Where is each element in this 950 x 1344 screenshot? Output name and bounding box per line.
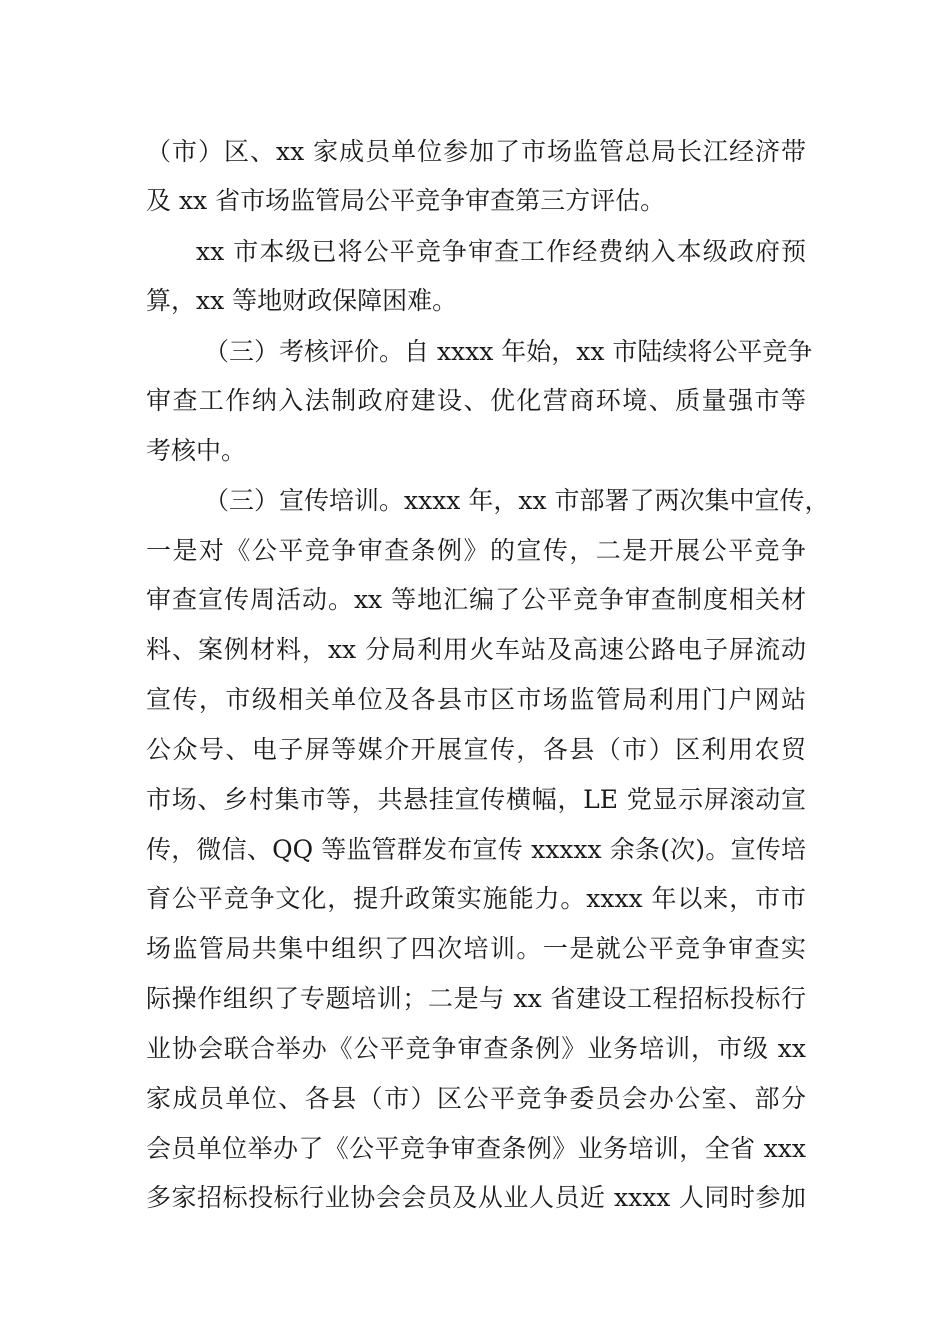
text-line-9: 一是对《公平竞争审查条例》的宣传，二是开展公平竞争 <box>146 536 806 565</box>
text-line-12: 宣传，市级相关单位及各县市区市场监管局利用门户网站 <box>146 685 806 714</box>
text-line-22: 多家招标投标行业协会会员及从业人员近 xxxx 人同时参加 <box>146 1183 806 1212</box>
text-line-14: 市场、乡村集市等，共悬挂宣传横幅，LE 党显示屏滚动宣 <box>146 785 806 814</box>
text-line-2: 及 xx 省市场监管局公平竞争审查第三方评估。 <box>146 186 666 215</box>
text-line-1: （市）区、xx 家成员单位参加了市场监管总局长江经济带 <box>146 137 806 166</box>
text-line-13: 公众号、电子屏等媒介开展宣传，各县（市）区利用农贸 <box>146 735 806 764</box>
text-line-10: 审查宣传周活动。xx 等地汇编了公平竞争审查制度相关材 <box>146 585 806 614</box>
text-line-21: 会员单位举办了《公平竞争审查条例》业务培训，全省 xxx <box>146 1134 806 1163</box>
text-line-16: 育公平竞争文化，提升政策实施能力。xxxx 年以来，市市 <box>146 884 806 913</box>
text-line-7: 考核中。 <box>146 436 247 465</box>
text-line-3: xx 市本级已将公平竞争审查工作经费纳入本级政府预 <box>196 237 806 266</box>
text-line-20: 家成员单位、各县（市）区公平竞争委员会办公室、部分 <box>146 1084 806 1113</box>
text-line-18: 际操作组织了专题培训；二是与 xx 省建设工程招标投标行 <box>146 984 806 1013</box>
text-line-17: 场监管局共集中组织了四次培训。一是就公平竞争审查实 <box>146 934 806 963</box>
text-line-11: 料、案例材料，xx 分局利用火车站及高速公路电子屏流动 <box>146 635 806 664</box>
text-line-19: 业协会联合举办《公平竞争审查条例》业务培训，市级 xx <box>146 1034 806 1063</box>
text-line-4: 算，xx 等地财政保障困难。 <box>146 286 458 315</box>
text-line-15: 传，微信、QQ 等监管群发布宣传 xxxxx 余条(次)。宣传培 <box>146 835 806 864</box>
text-line-8: （三）宣传培训。xxxx 年，xx 市部署了两次集中宣传， <box>204 486 830 515</box>
text-line-6: 审查工作纳入法制政府建设、优化营商环境、质量强市等 <box>146 386 806 415</box>
text-line-5: （三）考核评价。自 xxxx 年始，xx 市陆续将公平竞争 <box>204 337 813 366</box>
